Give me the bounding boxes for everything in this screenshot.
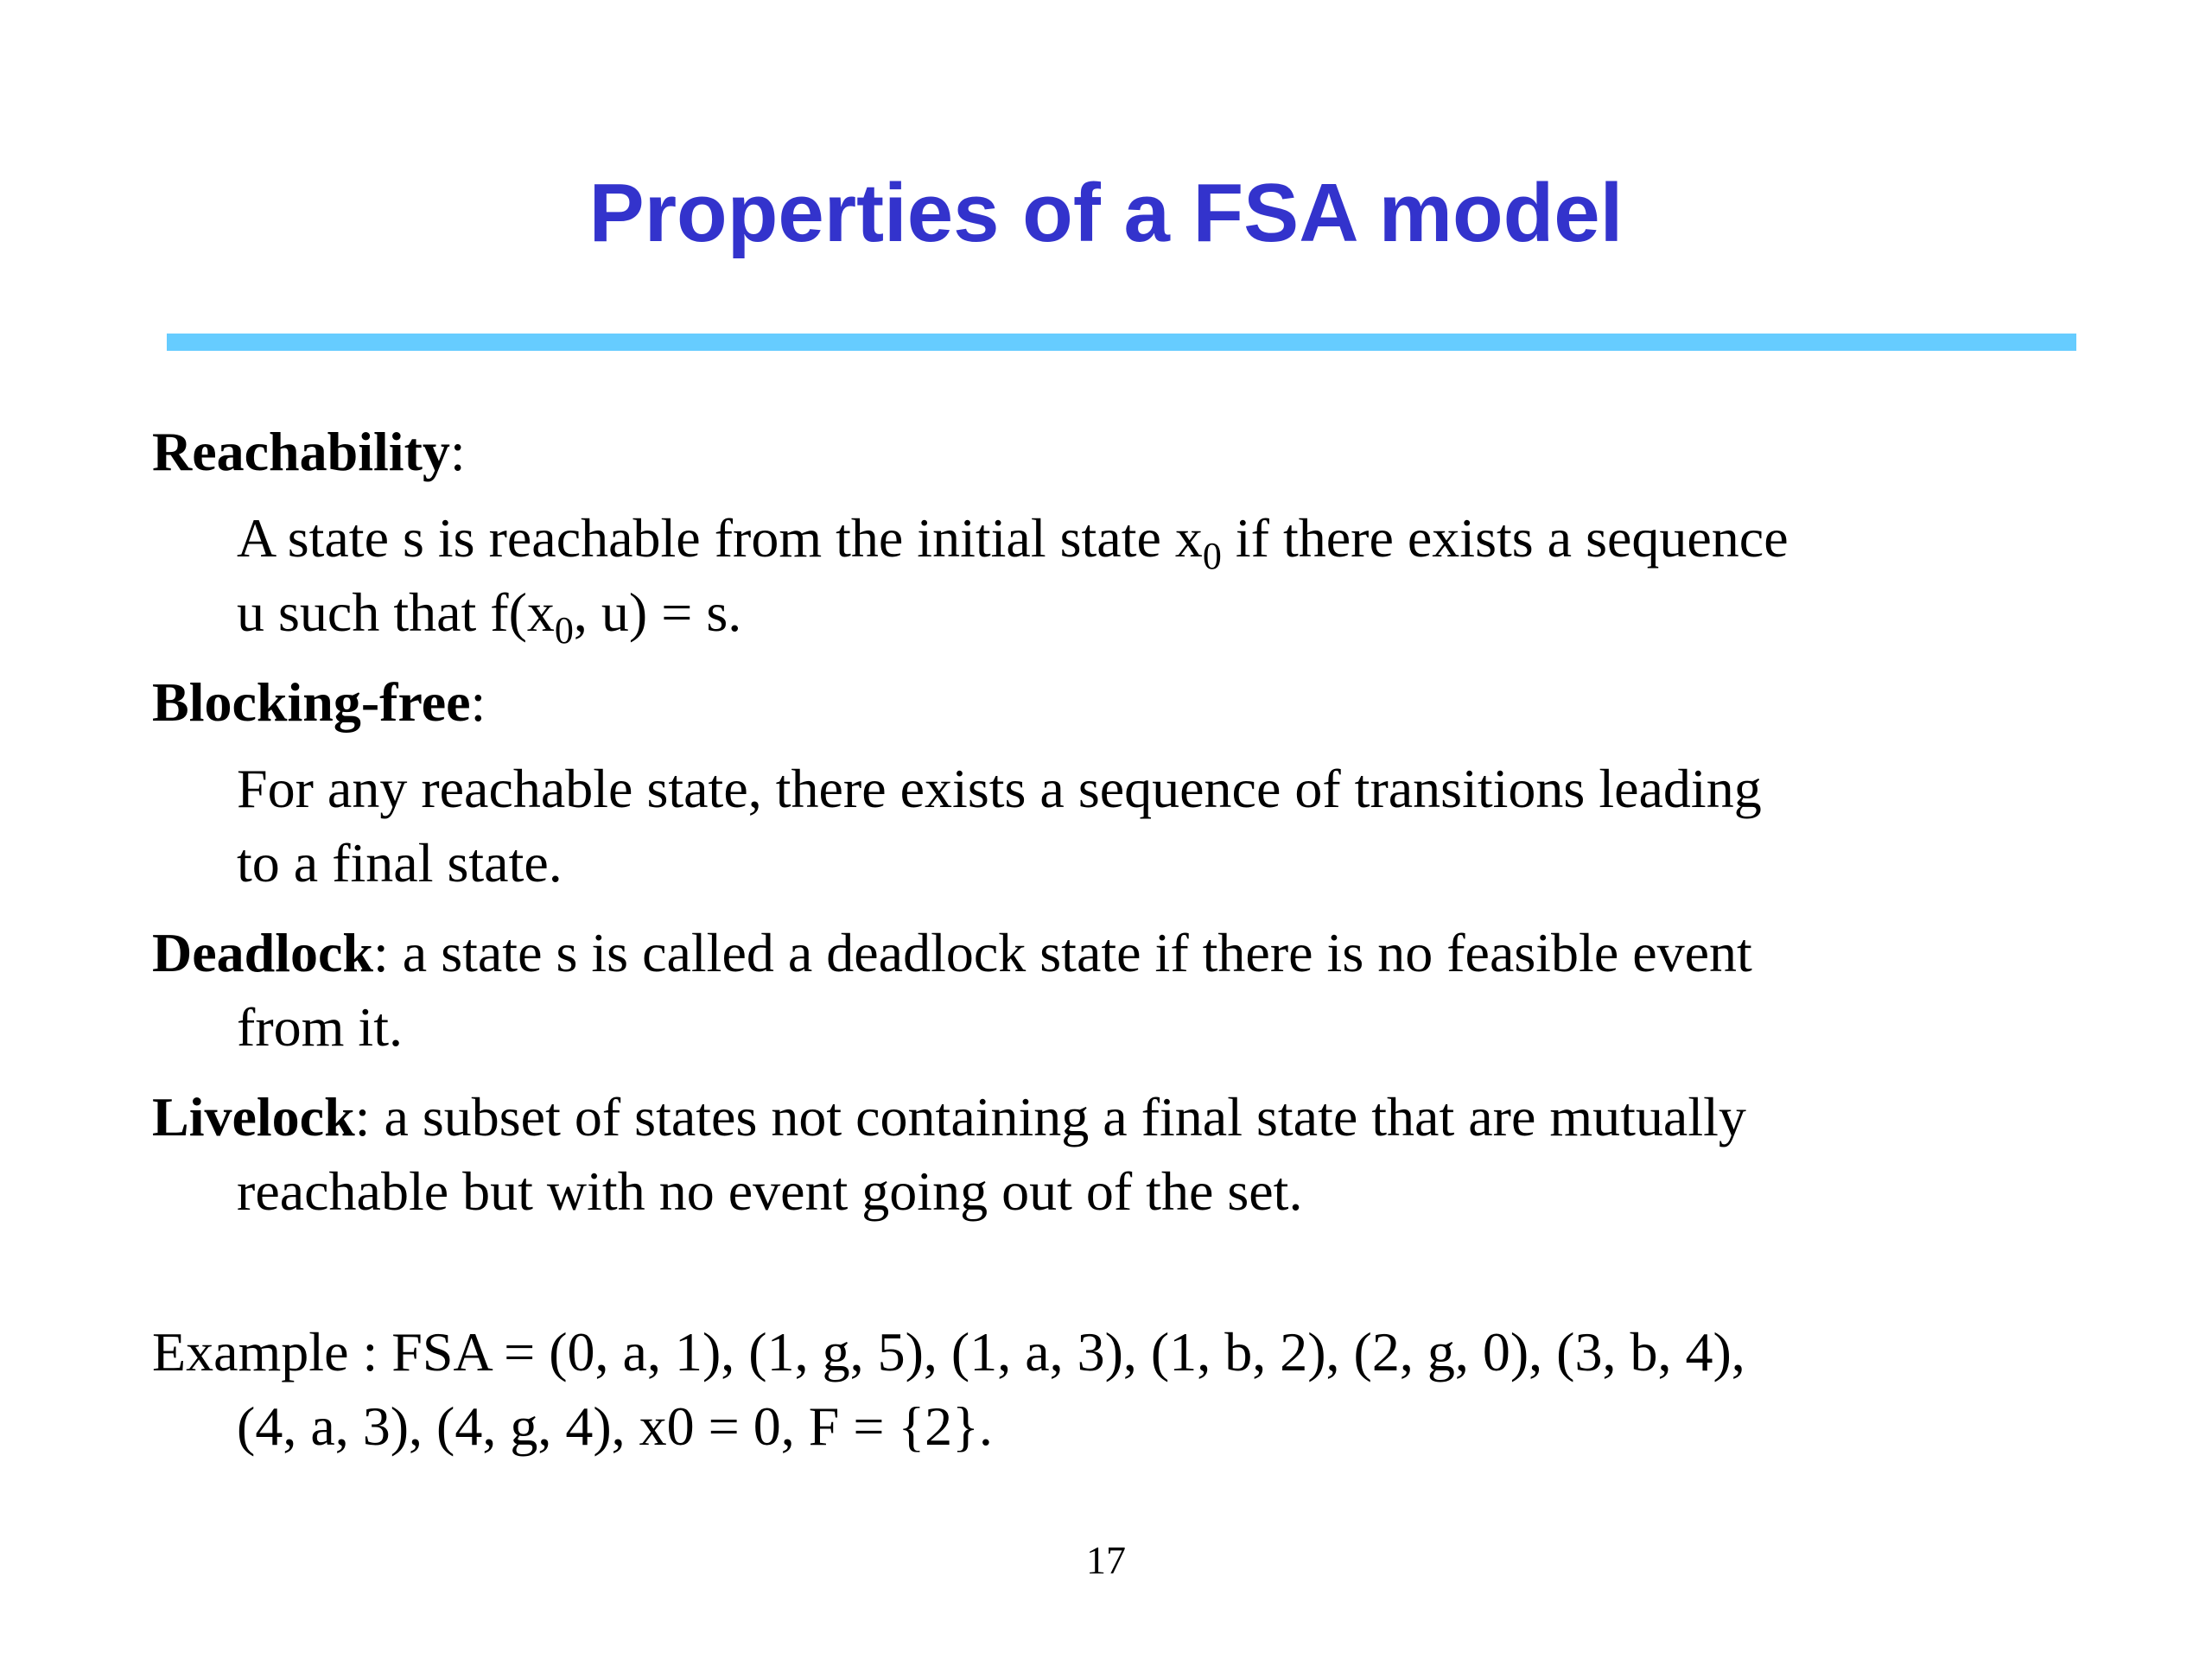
reachability-text-2b: , u) = s. bbox=[573, 582, 742, 643]
deadlock-term: Deadlock bbox=[152, 922, 373, 983]
example-line-2: (4, a, 3), (4, g, 4), x0 = 0, F = {2}. bbox=[237, 1395, 993, 1457]
title-underline-rule bbox=[167, 334, 2076, 351]
reachability-colon: : bbox=[449, 421, 466, 482]
blocking-free-definition-line-2: to a final state. bbox=[237, 832, 563, 893]
livelock-term: Livelock bbox=[152, 1086, 355, 1147]
reachability-definition-line-1 bbox=[152, 501, 2105, 575]
blocking-free-section bbox=[152, 665, 2105, 900]
reachability-definition-line-2 bbox=[152, 575, 2105, 650]
blocking-free-colon: : bbox=[470, 671, 486, 733]
reachability-text-1a: A state s is reachable from the initial state x bbox=[237, 507, 1203, 569]
deadlock-section bbox=[152, 916, 2105, 1065]
reachability-section bbox=[152, 415, 2105, 650]
reachability-heading bbox=[152, 415, 2105, 489]
livelock-definition-line-1 bbox=[152, 1080, 2105, 1154]
slide-body bbox=[152, 415, 2105, 1464]
livelock-definition-line-2: reachable but with no event going out of the set. bbox=[237, 1160, 1303, 1222]
reachability-text-2a: u such that f(x bbox=[237, 582, 555, 643]
blocking-free-definition-line-1: For any reachable state, there exists a sequence of transitions leading bbox=[237, 758, 1762, 819]
blocking-free-heading bbox=[152, 665, 2105, 740]
blocking-free-term: Blocking-free bbox=[152, 671, 471, 733]
reachability-subscript-2: 0 bbox=[554, 609, 574, 652]
example-line-1: Example : FSA = (0, a, 1), (1, g, 5), (1, a, 3), (1, b, 2), (2, g, 0), (3, b, 4), bbox=[152, 1321, 1745, 1382]
deadlock-definition-line-1 bbox=[152, 916, 2105, 990]
livelock-section bbox=[152, 1080, 2105, 1229]
reachability-subscript-1: 0 bbox=[1202, 535, 1222, 577]
reachability-text-1b: if there exists a sequence bbox=[1221, 507, 1789, 569]
page-number: 17 bbox=[1086, 1538, 1126, 1582]
livelock-text: : a subset of states not containing a final state that are mutually bbox=[354, 1086, 1746, 1147]
deadlock-text: : a state s is called a deadlock state if there is no feasible event bbox=[373, 922, 1752, 983]
slide-title: Properties of a FSA model bbox=[588, 167, 1624, 259]
deadlock-definition-line-2: from it. bbox=[237, 996, 403, 1058]
example-section bbox=[152, 1315, 2105, 1464]
reachability-term: Reachability bbox=[152, 421, 450, 482]
